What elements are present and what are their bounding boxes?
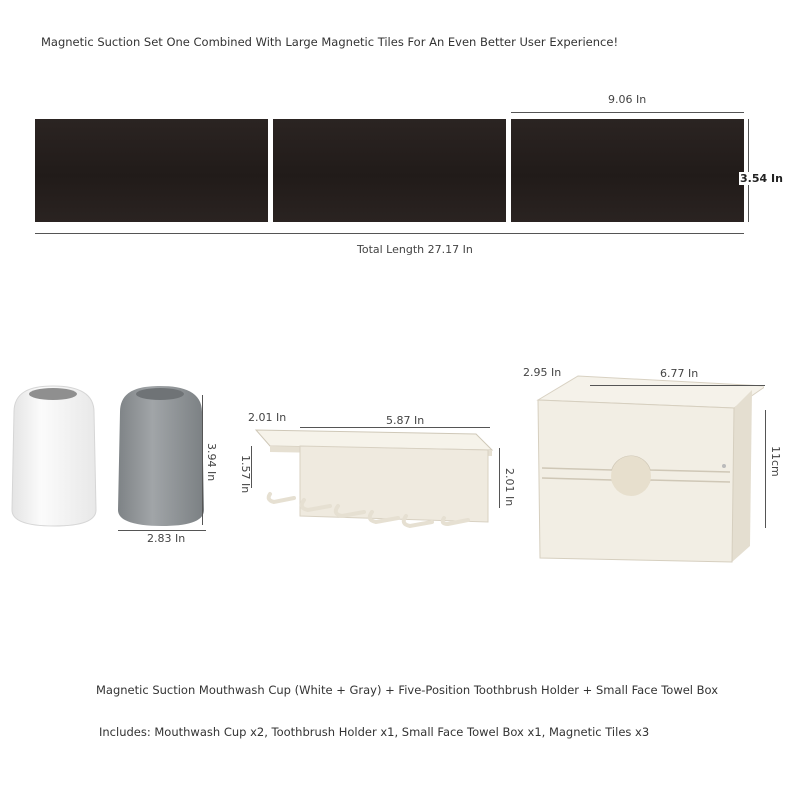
- holder-right-height-label: 2.01 In: [503, 468, 516, 507]
- toothbrush-holder-illustration: [248, 420, 508, 530]
- product-description: Magnetic Suction Mouthwash Cup (White + Gray) + Five-Position Toothbrush Holder + Small Face Towel Box: [96, 683, 719, 697]
- cup-height-dimension-line: [202, 395, 203, 525]
- holder-width-label: 5.87 In: [386, 414, 425, 427]
- magnetic-tile: [273, 119, 506, 222]
- magnetic-tile: [35, 119, 268, 222]
- cup-width-dimension-line: [118, 530, 206, 531]
- box-width-label: 6.77 In: [660, 367, 699, 380]
- total-length-label: Total Length 27.17 In: [357, 243, 473, 256]
- box-height-dimension-line: [765, 410, 766, 528]
- box-height-label: 11cm: [769, 446, 782, 477]
- headline: Magnetic Suction Set One Combined With Large Magnetic Tiles For An Even Better User Experience!: [41, 35, 619, 49]
- holder-width-dimension-line: [300, 427, 490, 428]
- mouthwash-cups-illustration: [8, 384, 218, 534]
- cup-width-label: 2.83 In: [147, 532, 186, 545]
- holder-depth-label: 2.01 In: [248, 411, 287, 424]
- face-towel-box-illustration: [524, 372, 764, 564]
- tile-width-dimension-line: [511, 112, 744, 113]
- total-length-dimension-line: [35, 233, 744, 234]
- tile-width-label: 9.06 In: [608, 93, 647, 106]
- box-width-dimension-line: [590, 385, 765, 386]
- magnetic-tile: [511, 119, 744, 222]
- tile-height-dimension-line: [748, 119, 749, 222]
- holder-left-height-label: 1.57 In: [239, 455, 252, 494]
- includes-list: Includes: Mouthwash Cup x2, Toothbrush Holder x1, Small Face Towel Box x1, Magnetic Tiles x3: [99, 725, 650, 739]
- box-depth-label: 2.95 In: [523, 366, 562, 379]
- tile-height-label: 3.54 In: [740, 172, 783, 185]
- holder-right-height-line: [499, 448, 500, 508]
- cup-height-label: 3.94 In: [205, 443, 218, 482]
